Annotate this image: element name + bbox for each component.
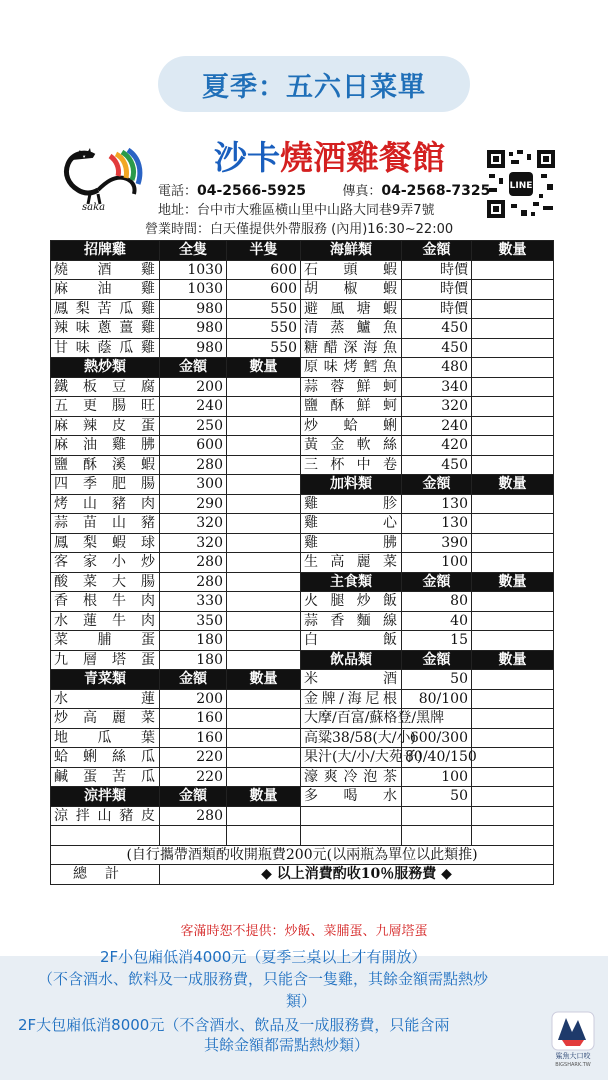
right-item-qty[interactable] [472,611,554,631]
table-row [51,397,554,417]
left-empty-cell [160,826,227,846]
fax-number: 04-2568-7325 [381,183,491,199]
left-column-header: 全隻 [160,241,227,261]
logo-text: saka [82,202,106,213]
table-row [51,748,554,768]
right-item-qty[interactable] [472,631,554,651]
hours-row [145,218,453,237]
right-item-price: 80 [402,592,472,612]
address-label: 地址： [158,203,198,218]
table-row [51,767,554,787]
left-item-qty[interactable] [227,533,301,553]
left-item-price: 320 [160,514,227,534]
bottle-fee-row [51,845,554,865]
right-item-name: 蒜香麵線 [301,611,402,631]
right-item-qty[interactable] [472,436,554,456]
left-item-name: 四季肥腸 [51,475,160,495]
right-item-qty[interactable] [472,319,554,339]
left-item-qty[interactable] [227,377,301,397]
left-item-price: 1030 [160,280,227,300]
left-item-qty[interactable] [227,767,301,787]
right-item-qty[interactable] [472,280,554,300]
phone-label: 電話： [158,184,198,199]
right-item-price: 130 [402,494,472,514]
right-item-price: 15 [402,631,472,651]
right-item-price: 80/40/150 [402,748,472,768]
table-row [51,494,554,514]
right-item-name: 清蒸鱸魚 [301,319,402,339]
left-item-price: 280 [160,806,227,826]
left-item-name: 鐵板豆腐 [51,377,160,397]
right-item-name: 雞胇 [301,533,402,553]
left-empty-cell [51,826,160,846]
right-section-title: 主食類 [301,572,402,592]
right-section-title: 加料類 [301,475,402,495]
right-item-qty[interactable] [472,553,554,573]
left-item-price: 250 [160,416,227,436]
left-item-name: 鹹蛋苦瓜 [51,767,160,787]
right-empty-cell [472,806,554,826]
left-item-price: 300 [160,475,227,495]
left-item-qty: 600 [227,280,301,300]
line-qr-code[interactable] [485,148,557,220]
left-item-qty[interactable] [227,397,301,417]
left-item-name: 酸菜大腸 [51,572,160,592]
right-item-name: 三杯中卷 [301,455,402,475]
left-item-price: 220 [160,767,227,787]
right-item-qty[interactable] [472,670,554,690]
right-item-name: 雞心 [301,514,402,534]
left-item-qty[interactable] [227,650,301,670]
notice-line4: 2F大包廂低消8000元（不含酒水、飲品及一成服務費，只能含兩 [18,1016,450,1034]
table-row [51,455,554,475]
right-item-qty[interactable] [472,592,554,612]
left-item-price: 240 [160,397,227,417]
right-item-price: 130 [402,514,472,534]
left-item-name: 烤山豬肉 [51,494,160,514]
left-item-qty[interactable] [227,806,301,826]
left-item-price: 160 [160,709,227,729]
right-column-header: 金額 [402,241,472,261]
left-item-price: 980 [160,299,227,319]
table-row [51,514,554,534]
left-item-name: 麻油雞 [51,280,160,300]
right-item-name: 糖醋深海魚 [301,338,402,358]
right-item-qty[interactable] [472,767,554,787]
right-column-header: 數量 [472,572,554,592]
right-empty-cell [472,826,554,846]
right-item-qty[interactable] [472,397,554,417]
restaurant-name [214,132,445,179]
total-label: 總計 [51,865,160,885]
left-item-price: 180 [160,631,227,651]
table-row [51,358,554,378]
right-column-header: 數量 [472,475,554,495]
table-row [51,787,554,807]
left-item-qty: 550 [227,338,301,358]
table-row [51,826,554,846]
left-item-name: 鳳梨苦瓜雞 [51,299,160,319]
left-item-name: 水蓮牛肉 [51,611,160,631]
right-item-qty[interactable] [472,260,554,280]
right-item-name: 生高麗菜 [301,553,402,573]
left-item-qty[interactable] [227,572,301,592]
right-column-header: 金額 [402,650,472,670]
left-item-qty[interactable] [227,475,301,495]
right-column-header: 數量 [472,241,554,261]
left-item-name: 鹽酥溪蝦 [51,455,160,475]
right-item-price: 時價 [402,280,472,300]
menu-table [50,240,554,885]
total-row [51,865,554,885]
right-item-price: 時價 [402,299,472,319]
right-item-price: 420 [402,436,472,456]
right-item-name: 米酒 [301,670,402,690]
service-fee-note: ◆ 以上消費酌收10％服務費 ◆ [160,865,554,885]
right-empty-cell [402,806,472,826]
right-item-price: 480 [402,358,472,378]
right-item-name: 石頭蝦 [301,260,402,280]
watermark-sub: BIGSHARK.TW [555,1062,591,1068]
left-item-price: 200 [160,377,227,397]
left-section-title: 涼拌類 [51,787,160,807]
phone-row [158,180,490,199]
left-section-title: 青菜類 [51,670,160,690]
right-item-name: 濠爽冷泡茶 [301,767,402,787]
right-item-qty[interactable] [472,416,554,436]
left-column-header: 金額 [160,787,227,807]
full-house-note: 客滿時恕不提供：炒飯、菜脯蛋、九層塔蛋 [180,924,428,939]
notice-line3: 類） [286,992,317,1010]
right-item-price: 600/300 [402,728,472,748]
table-row [51,241,554,261]
left-column-header: 數量 [227,358,301,378]
left-column-header: 數量 [227,670,301,690]
left-item-name: 麻辣皮蛋 [51,416,160,436]
left-item-qty[interactable] [227,631,301,651]
left-item-name: 地瓜葉 [51,728,160,748]
right-item-name: 金牌/海尼根 [301,689,402,709]
left-item-price: 280 [160,572,227,592]
right-item-name: 高粱38/58(大/小) [301,728,402,748]
watermark-text: 鯊魚大口咬 [555,1052,591,1060]
hours-text: 白天僅提供外帶服務 (內用)16:30~22:00 [210,222,454,237]
right-item-price: 50 [402,670,472,690]
notice-line1: 2F小包廂低消4000元（夏季三桌以上才有開放） [100,948,427,966]
qr-line-label: LINE [509,181,533,191]
notice-line5: 其餘金額都需點熱炒類） [204,1036,370,1054]
rooster-logo [54,146,152,212]
left-item-name: 五更腸旺 [51,397,160,417]
left-item-name: 客家小炒 [51,553,160,573]
table-row [51,260,554,280]
left-empty-cell [227,826,301,846]
right-item-qty[interactable] [472,787,554,807]
right-item-price: 50 [402,787,472,807]
left-item-name: 香根牛肉 [51,592,160,612]
menu-season-banner: 夏季：五六日菜單 [158,56,470,112]
left-item-price: 980 [160,338,227,358]
hours-label: 營業時間： [145,222,211,237]
table-row [51,475,554,495]
left-item-price: 1030 [160,260,227,280]
right-section-title: 海鮮類 [301,241,402,261]
right-item-qty[interactable] [472,338,554,358]
right-item-name: 果汁(大/小/大苑子) [301,748,402,768]
right-empty-cell [301,806,402,826]
right-item-qty[interactable] [472,709,554,729]
left-item-qty[interactable] [227,436,301,456]
shark-watermark-icon [548,1010,598,1068]
right-item-price: 450 [402,338,472,358]
right-item-qty[interactable] [472,533,554,553]
left-item-qty[interactable] [227,592,301,612]
right-item-qty[interactable] [472,494,554,514]
right-item-name: 雞胗 [301,494,402,514]
table-row [51,650,554,670]
left-item-qty[interactable] [227,416,301,436]
left-item-price: 320 [160,533,227,553]
table-row [51,670,554,690]
left-section-title: 招牌雞 [51,241,160,261]
table-row [51,299,554,319]
table-row [51,631,554,651]
left-item-name: 燒酒雞 [51,260,160,280]
right-item-qty[interactable] [472,748,554,768]
left-item-qty[interactable] [227,748,301,768]
right-item-name: 火腿炒飯 [301,592,402,612]
table-row [51,572,554,592]
table-row [51,592,554,612]
left-item-name: 鳳梨蝦球 [51,533,160,553]
left-item-name: 甘味蔭瓜雞 [51,338,160,358]
left-column-header: 金額 [160,670,227,690]
left-item-qty[interactable] [227,553,301,573]
left-item-qty[interactable] [227,709,301,729]
right-item-price: 340 [402,377,472,397]
left-item-name: 水蓮 [51,689,160,709]
left-item-qty[interactable] [227,611,301,631]
phone-number[interactable]: 04-2566-5925 [197,183,307,199]
right-column-header: 數量 [472,650,554,670]
right-item-name: 鹽酥鮮蚵 [301,397,402,417]
left-item-price: 980 [160,319,227,339]
bottle-fee-note: (自行攜帶酒類酌收開瓶費200元(以兩瓶為單位以此類推) [51,845,554,865]
left-section-title: 熱炒類 [51,358,160,378]
right-item-price: 240 [402,416,472,436]
left-item-price: 290 [160,494,227,514]
right-item-qty[interactable] [472,728,554,748]
right-item-price: 450 [402,455,472,475]
right-item-price: 450 [402,319,472,339]
left-item-price: 280 [160,455,227,475]
right-column-header: 金額 [402,475,472,495]
table-row [51,709,554,729]
restaurant-name-part2: 燒酒雞餐館 [280,138,445,177]
table-row [51,553,554,573]
left-item-qty[interactable] [227,455,301,475]
left-item-qty[interactable] [227,689,301,709]
left-item-name: 蛤蜊絲瓜 [51,748,160,768]
left-item-qty[interactable] [227,728,301,748]
left-item-qty[interactable] [227,514,301,534]
table-row [51,533,554,553]
left-item-qty: 600 [227,260,301,280]
left-item-price: 350 [160,611,227,631]
left-item-name: 麻油雞胇 [51,436,160,456]
table-row [51,377,554,397]
left-item-price: 330 [160,592,227,612]
table-row [51,416,554,436]
right-empty-cell [402,826,472,846]
right-item-name: 大摩/百富/蘇格登/黑牌 [301,709,402,729]
right-item-qty[interactable] [472,377,554,397]
left-item-qty[interactable] [227,494,301,514]
right-item-price: 390 [402,533,472,553]
restaurant-name-part1: 沙卡 [214,138,280,177]
right-item-qty[interactable] [472,299,554,319]
right-column-header: 金額 [402,572,472,592]
left-item-price: 280 [160,553,227,573]
table-row [51,728,554,748]
right-item-name: 避風塘蝦 [301,299,402,319]
right-item-qty[interactable] [472,455,554,475]
table-row [51,611,554,631]
table-row [51,280,554,300]
left-item-price: 160 [160,728,227,748]
right-item-name: 白飯 [301,631,402,651]
left-column-header: 數量 [227,787,301,807]
right-item-price: 時價 [402,260,472,280]
left-item-name: 蒜苗山豬 [51,514,160,534]
right-item-qty[interactable] [472,514,554,534]
table-row [51,319,554,339]
table-row [51,689,554,709]
left-item-name: 九層塔蛋 [51,650,160,670]
right-item-price: 100 [402,553,472,573]
left-item-price: 200 [160,689,227,709]
left-item-qty: 550 [227,299,301,319]
right-item-qty[interactable] [472,689,554,709]
left-item-qty: 550 [227,319,301,339]
table-row [51,338,554,358]
table-row [51,806,554,826]
address-row [158,199,435,218]
right-item-qty[interactable] [472,358,554,378]
left-item-price: 220 [160,748,227,768]
left-item-name: 涼拌山豬皮 [51,806,160,826]
right-item-name: 黃金軟絲 [301,436,402,456]
notice-line2: （不含酒水、飲料及一成服務費，只能含一隻雞，其餘金額需點熱炒 [38,970,489,988]
right-item-name: 原味烤鱈魚 [301,358,402,378]
left-item-name: 菜脯蛋 [51,631,160,651]
left-item-name: 辣味蔥薑雞 [51,319,160,339]
right-item-name: 蒜蓉鮮蚵 [301,377,402,397]
right-item-price: 80/100 [402,689,472,709]
left-column-header: 半隻 [227,241,301,261]
right-item-price: 40 [402,611,472,631]
left-item-price: 180 [160,650,227,670]
right-item-name: 胡椒蝦 [301,280,402,300]
left-item-price: 600 [160,436,227,456]
right-item-name: 炒蛤蜊 [301,416,402,436]
left-item-name: 炒高麗菜 [51,709,160,729]
right-item-price: 320 [402,397,472,417]
right-item-name: 多喝水 [301,787,402,807]
right-section-title: 飲品類 [301,650,402,670]
left-column-header: 金額 [160,358,227,378]
fax-label: 傳真： [342,184,382,199]
table-row [51,436,554,456]
right-item-price: 100 [402,767,472,787]
address-text: 台中市大雅區橫山里中山路大同巷9弄7號 [197,203,435,218]
right-empty-cell [301,826,402,846]
